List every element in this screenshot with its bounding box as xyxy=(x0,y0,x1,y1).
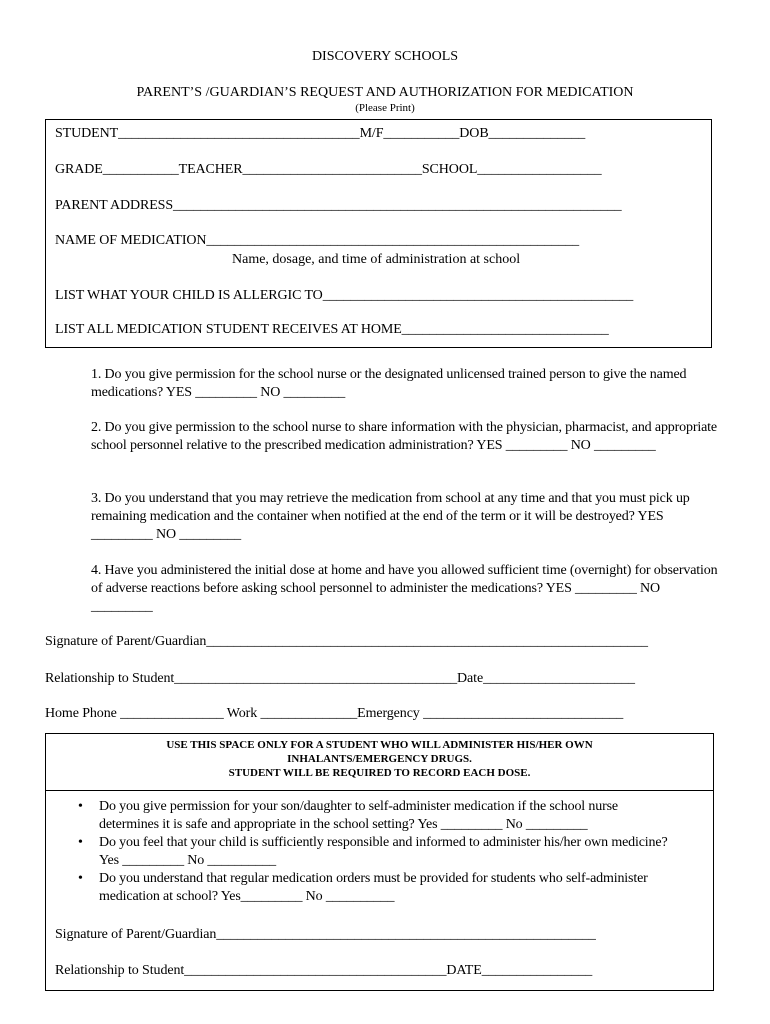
self-admin-question-3: Do you understand that regular medication orders must be provided for students who self-administer medication at school? Yes_________ No __________ xyxy=(99,871,648,904)
organization-title: DISCOVERY SCHOOLS xyxy=(311,49,459,64)
bullet-icon: • xyxy=(78,871,83,886)
self-administer-notice xyxy=(45,738,714,780)
question-2: 2. Do you give permission to the school nurse to share information with the physician, pharmacist, and appropriate school personnel relative to the prescribed medication administration? YES _________ NO _________ xyxy=(91,420,717,453)
question-4: 4. Have you administered the initial dose at home and have you allowed sufficient time (overnight) for observation of adverse reactions before asking school personnel to administer the medications? YES _________ NO _________ xyxy=(91,563,718,614)
medication-caption: Name, dosage, and time of administration at school xyxy=(232,252,521,267)
grade-teacher-school-field[interactable]: GRADE___________TEACHER__________________________SCHOOL__________________ xyxy=(55,162,602,177)
form-title: PARENT’S /GUARDIAN’S REQUEST AND AUTHORIZATION FOR MEDICATION xyxy=(136,85,634,100)
self-admin-question-2: Do you feel that your child is sufficiently responsible and informed to administer his/her own medicine? Yes _________ No __________ xyxy=(99,835,668,868)
print-note: (Please Print) xyxy=(355,102,415,114)
medication-name-field[interactable]: NAME OF MEDICATION______________________________________________________ xyxy=(55,233,580,248)
list-item xyxy=(78,834,678,870)
notice-divider xyxy=(45,790,714,791)
bullet-icon: • xyxy=(78,799,83,814)
self-admin-relationship-date-field[interactable]: Relationship to Student______________________________________DATE________________ xyxy=(55,963,593,978)
relationship-date-field[interactable]: Relationship to Student_________________________________________Date______________________ xyxy=(45,671,635,686)
self-admin-question-1: Do you give permission for your son/daughter to self-administer medication if the school nurse determines it is safe and appropriate in the school setting? Yes _________ No _________ xyxy=(99,799,618,832)
notice-line-2: INHALANTS/EMERGENCY DRUGS. xyxy=(287,753,472,765)
list-item xyxy=(78,798,678,834)
notice-line-3: STUDENT WILL BE REQUIRED TO RECORD EACH DOSE. xyxy=(228,767,531,779)
question-3: 3. Do you understand that you may retrieve the medication from school at any time and that you must pick up remaining medication and the container when notified at the end of the term or it will be destroyed? YES _________ NO _________ xyxy=(91,491,690,542)
self-admin-signature-field[interactable]: Signature of Parent/Guardian_______________________________________________________ xyxy=(55,927,596,942)
parent-address-field[interactable]: PARENT ADDRESS_________________________________________________________________ xyxy=(55,198,622,213)
self-administer-questions xyxy=(78,798,678,906)
bullet-icon: • xyxy=(78,835,83,850)
question-1: 1. Do you give permission for the school nurse or the designated unlicensed trained person to give the named medications? YES _________ NO _________ xyxy=(91,367,687,400)
notice-line-1: USE THIS SPACE ONLY FOR A STUDENT WHO WILL ADMINISTER HIS/HER OWN xyxy=(166,739,593,751)
home-medications-field[interactable]: LIST ALL MEDICATION STUDENT RECEIVES AT HOME______________________________ xyxy=(55,322,609,337)
list-item xyxy=(78,870,678,906)
allergies-field[interactable]: LIST WHAT YOUR CHILD IS ALLERGIC TO_____________________________________________ xyxy=(55,288,634,303)
student-field[interactable]: STUDENT___________________________________M/F___________DOB______________ xyxy=(55,126,586,141)
parent-signature-field[interactable]: Signature of Parent/Guardian________________________________________________________________ xyxy=(45,634,648,649)
phone-fields[interactable]: Home Phone _______________ Work ______________Emergency _____________________________ xyxy=(45,706,624,721)
